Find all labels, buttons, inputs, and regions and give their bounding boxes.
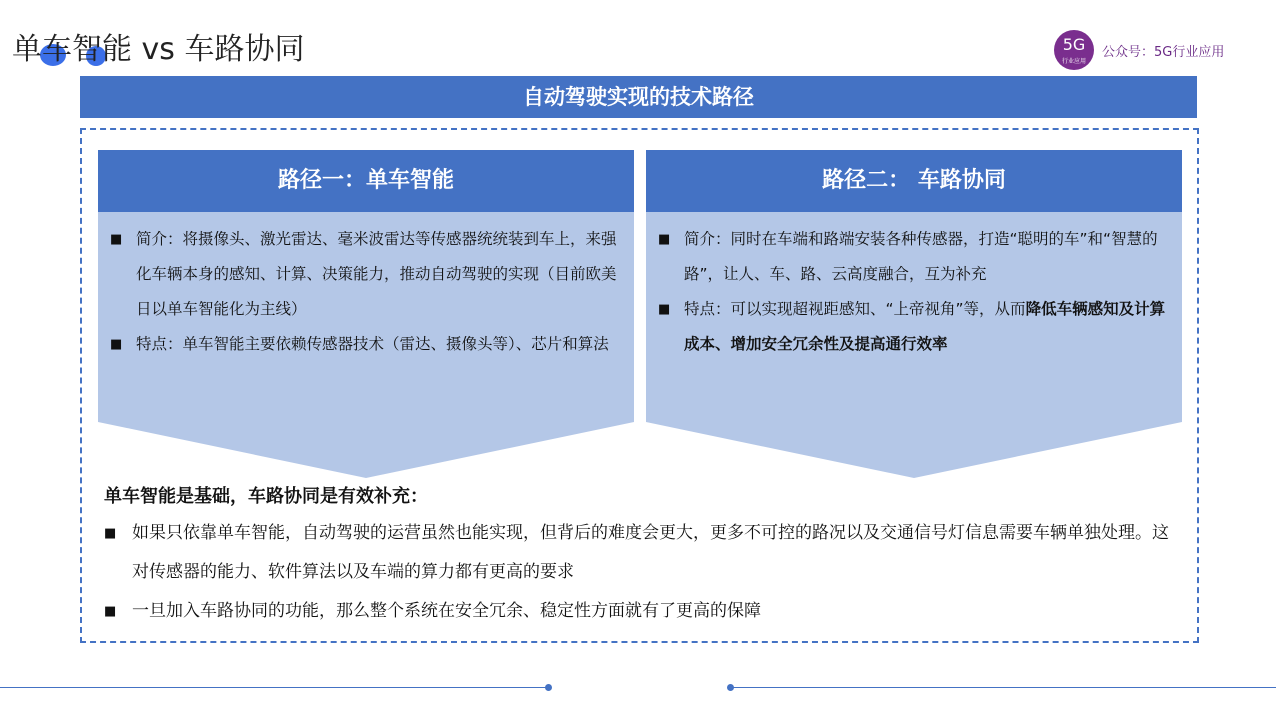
bullet: ■ 如果只依靠单车智能，自动驾驶的运营虽然也能实现，但背后的难度会更大，更多不可控的路况以及交通信号灯信息需要车辆单独处理。这对传感器的能力、软件算法以及车端的算力都有更高的要求: [104, 523, 1169, 582]
section-banner: 自动驾驶实现的技术路径: [80, 76, 1197, 118]
footer-line: [730, 687, 1276, 688]
summary-heading: 单车智能是基础，车路协同是有效补充：: [104, 486, 428, 507]
bullet: ■ 简介：将摄像头、激光雷达、毫米波雷达等传感器统统装到车上，来强化车辆本身的感知、计算、决策能力，推动自动驾驶的实现（目前欧美日以单车智能化为主线）: [110, 230, 617, 318]
path1-card: [98, 150, 634, 480]
bullet: ■ 简介：同时在车端和路端安装各种传感器，打造“聪明的车”和“智慧的路”，让人、车、路、云高度融合，互为补充: [658, 230, 1158, 283]
summary: [104, 482, 1184, 631]
brand-logo: 5G 行业应用: [1054, 30, 1094, 70]
path2-card: [646, 150, 1182, 480]
page-title: 单车智能 vs 车路协同: [12, 32, 305, 67]
bullet: ■ 特点：可以实现超视距感知、“上帝视角”等，从而降低车辆感知及计算成本、增加安全冗余性及提高通行效率: [658, 300, 1166, 353]
brand: [1054, 30, 1224, 70]
bullet: ■ 一旦加入车路协同的功能，那么整个系统在安全冗余、稳定性方面就有了更高的保障: [104, 601, 761, 621]
path2-title: 路径二： 车路协同: [822, 168, 1006, 193]
bullet: ■ 特点：单车智能主要依赖传感器技术（雷达、摄像头等）、芯片和算法: [110, 335, 609, 353]
footer-dot: [727, 684, 734, 691]
path1-title: 路径一：单车智能: [277, 168, 454, 193]
brand-text: 公众号：5G行业应用: [1102, 44, 1225, 60]
footer-line: [0, 687, 548, 688]
footer-dot: [545, 684, 552, 691]
